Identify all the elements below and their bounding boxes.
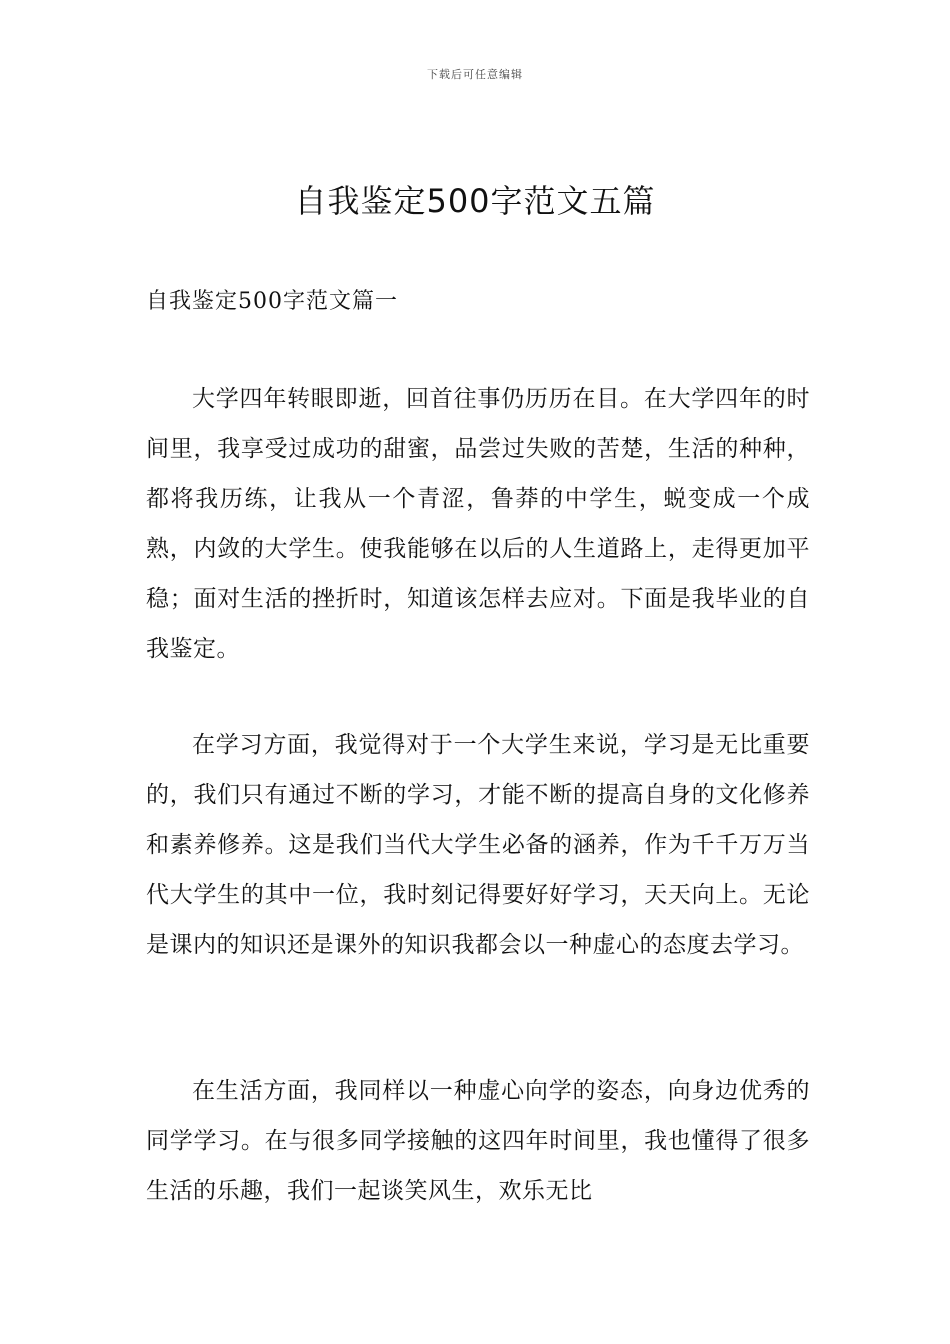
page-title: 自我鉴定500字范文五篇 (294, 182, 656, 220)
paragraph-study: 在学习方面，我觉得对于一个大学生来说，学习是无比重要的，我们只有通过不断的学习，才能不断的提高自身的文化修养和素养修养。这是我们当代大学生必备的涵养，作为千千万万当代大学生的其中一位，我时刻记得要好好学习，天天向上。无论是课内的知识还是课外的知识我都会以一种虚心的态度去学习。 (146, 732, 810, 958)
paragraph-life: 在生活方面，我同样以一种虚心向学的姿态，向身边优秀的同学学习。在与很多同学接触的这四年时间里，我也懂得了很多生活的乐趣，我们一起谈笑风生，欢乐无比 (146, 1078, 810, 1204)
header-note: 下载后可任意编辑 (427, 68, 523, 81)
section-heading: 自我鉴定500字范文篇一 (146, 289, 398, 314)
paragraph-intro: 大学四年转眼即逝，回首往事仍历历在目。在大学四年的时间里，我享受过成功的甜蜜，品尝过失败的苦楚，生活的种种，都将我历练，让我从一个青涩，鲁莽的中学生，蜕变成一个成熟，内敛的大学生。使我能够在以后的人生道路上，走得更加平稳；面对生活的挫折时，知道该怎样去应对。下面是我毕业的自我鉴定。 (146, 386, 810, 662)
